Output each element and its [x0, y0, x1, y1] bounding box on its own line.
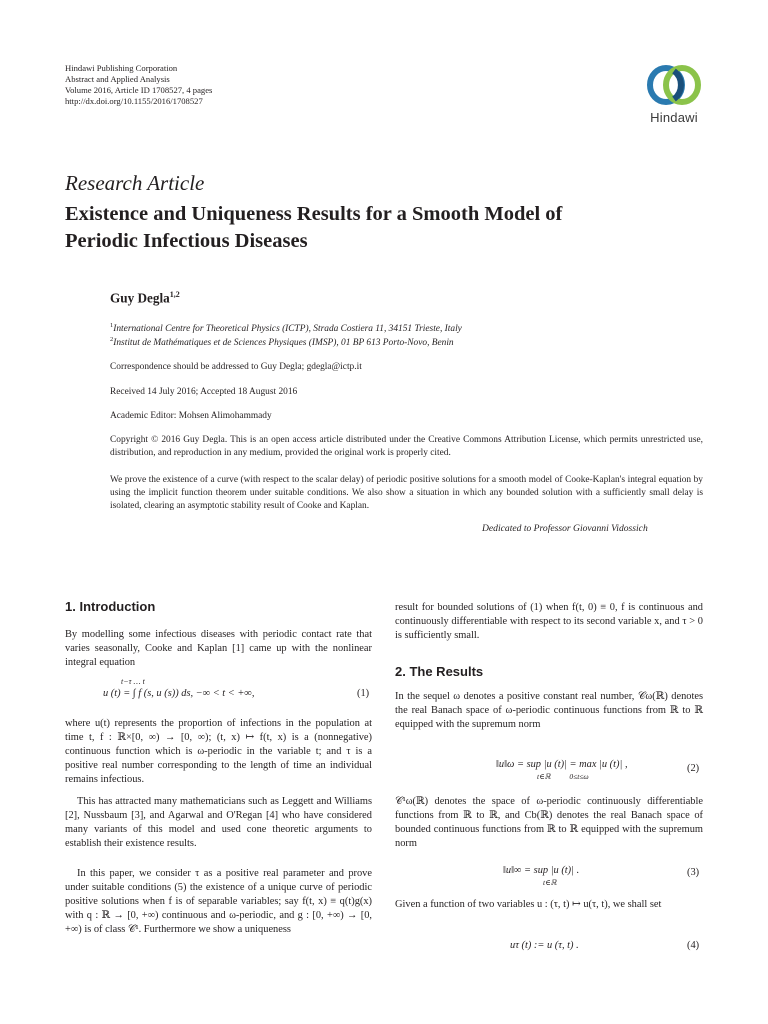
- affiliation-2-text: Institut de Mathématiques et de Sciences Physiques (IMSP), 01 BP 613 Porto-Novo, Benin: [113, 338, 454, 349]
- equation-1-limits: t−τ … t: [121, 677, 145, 686]
- hindawi-logo: [636, 62, 712, 132]
- correspondence: Correspondence should be addressed to Guy Degla; gdegla@ictp.it: [110, 362, 362, 372]
- academic-editor: Academic Editor: Mohsen Alimohammady: [110, 411, 272, 421]
- affiliation-1-marker: 1: [110, 322, 114, 329]
- publication-info: [65, 63, 212, 107]
- equation-1: u (t) = ∫ f (s, u (s)) ds, −∞ < t < +∞,: [103, 688, 255, 699]
- results-paragraph-2: 𝒞¹ω(ℝ) denotes the space of ω-periodic continuously differentiable functions from ℝ to ℝ, and Cb(ℝ) denotes the real Banach space of bounded continuous functions from ℝ to ℝ equipped with the supremum norm: [395, 796, 703, 850]
- abstract: We prove the existence of a curve (with respect to the scalar delay) of periodic positive solutions for a smooth model of Cooke-Kaplan's integral equation by using the implicit function theorem under suitable conditions. We also show a situation in which any bounded solution with a sufficiently small delay is isolated, clearing an asymptotic stability result of Cooke and Kaplan.: [110, 475, 703, 511]
- copyright-notice: Copyright © 2016 Guy Degla. This is an open access article distributed under the Creative Commons Attribution License, which permits unrestricted use, distribution, and reproduction in any medium, provided the original work is properly cited.: [110, 435, 703, 458]
- intro-paragraph-1: By modelling some infectious diseases with periodic contact rate that varies seasonally, Cooke and Kaplan [1] came up with the nonlinear integral equation: [65, 629, 372, 669]
- equation-3: ‖u‖∞ = sup |u (t)| .: [503, 865, 580, 876]
- title-line-1: Existence and Uniqueness Results for a Smooth Model of: [65, 203, 563, 225]
- equation-4: uτ (t) := u (τ, t) .: [510, 940, 579, 951]
- results-paragraph-1: In the sequel ω denotes a positive constant real number, 𝒞ω(ℝ) denotes the real Banach space of ω-periodic continuous functions from ℝ to ℝ equipped with the supremum norm: [395, 691, 703, 731]
- affiliation-2: [110, 336, 454, 348]
- journal-name: Abstract and Applied Analysis: [65, 74, 170, 84]
- intro-paragraph-4: In this paper, we consider τ as a positive real parameter and prove under suitable conditions (5) the existence of a unique curve of periodic positive solutions when f is of separable variables; say f(t, x) ≡ q(t)g(x) with q : ℝ → [0, +∞) continuous and ω-periodic, and g : [0, +∞) → [0, +∞) is of class 𝒞¹. Furthermore we show a uniqueness: [65, 868, 372, 936]
- hindawi-rings-icon: [645, 62, 703, 108]
- title-line-2: Periodic Infectious Diseases: [65, 230, 308, 252]
- equation-2: ‖u‖ω = sup |u (t)| = max |u (t)| ,: [496, 759, 628, 770]
- section-heading-results: 2. The Results: [395, 664, 484, 679]
- results-lead-paragraph: result for bounded solutions of (1) when f(t, 0) ≡ 0, f is continuous and continuously differentiable with respect to its second variable x, and τ > 0 is sufficiently small.: [395, 602, 703, 642]
- section-heading-introduction: 1. Introduction: [65, 599, 156, 614]
- affiliation-1: [110, 322, 462, 334]
- article-title: [65, 201, 665, 255]
- equation-4-number: (4): [687, 940, 700, 951]
- intro-paragraph-2: where u(t) represents the proportion of infections in the population at time t, f : ℝ×[0, ∞) → [0, ∞); (t, x) ↦ f(t, x) is a (nonnegative) continuous function which is ω-periodic in the variable t; and τ is a positive real number corresponding to the length of time an individual remains infectious.: [65, 718, 372, 786]
- intro-paragraph-3: This has attracted many mathematicians such as Leggett and Williams [2], Nussbaum [3], and Agarwal and O'Regan [4] who have considered many variants of this model and used cone theoretic arguments to establish their existence results.: [65, 796, 372, 850]
- volume-line: Volume 2016, Article ID 1708527, 4 pages: [65, 85, 213, 95]
- affiliation-1-text: International Centre for Theoretical Physics (ICTP), Strada Costiera 11, 34151 Trieste, Italy: [113, 324, 462, 335]
- equation-1-number: (1): [357, 688, 370, 699]
- logo-text: Hindawi: [650, 110, 698, 125]
- doi-link[interactable]: http://dx.doi.org/10.1155/2016/1708527: [65, 96, 203, 106]
- received-dates: Received 14 July 2016; Accepted 18 August 2016: [110, 387, 298, 397]
- equation-2-number: (2): [687, 763, 700, 774]
- results-paragraph-3: Given a function of two variables u : (τ, t) ↦ u(τ, t), we shall set: [395, 899, 662, 910]
- publisher-name: Hindawi Publishing Corporation: [65, 63, 178, 73]
- affiliation-2-marker: 2: [110, 336, 114, 343]
- author: [110, 290, 180, 306]
- equation-2-subscripts: t∈ℝ 0≤t≤ω: [537, 772, 589, 781]
- article-type: Research Article: [65, 171, 205, 195]
- dedication: Dedicated to Professor Giovanni Vidossich: [482, 523, 648, 534]
- equation-3-subscript: t∈ℝ: [543, 878, 557, 887]
- author-affil-marker: 1,2: [169, 290, 180, 299]
- equation-3-number: (3): [687, 867, 700, 878]
- author-name: Guy Degla: [110, 290, 170, 306]
